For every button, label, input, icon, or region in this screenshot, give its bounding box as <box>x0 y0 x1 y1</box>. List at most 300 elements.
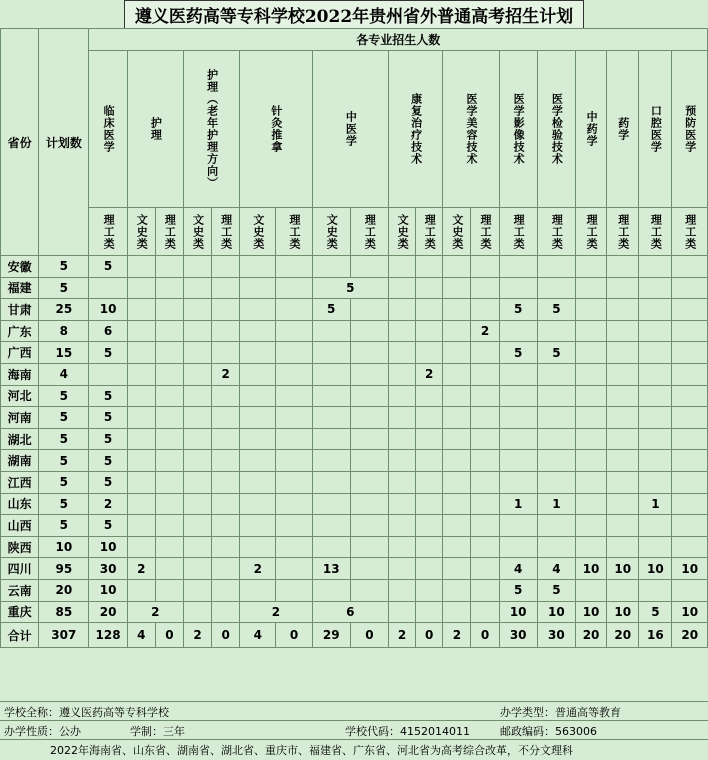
province-cell: 河南 <box>1 407 39 429</box>
value-cell <box>607 299 639 321</box>
value-cell: 1 <box>499 493 537 515</box>
value-cell <box>607 471 639 493</box>
value-cell <box>607 256 639 278</box>
value-cell: 2 <box>240 558 276 580</box>
plan-cell: 85 <box>39 601 89 623</box>
value-cell <box>312 385 350 407</box>
value-cell <box>443 363 471 385</box>
province-cell: 安徽 <box>1 256 39 278</box>
province-cell: 合计 <box>1 623 39 648</box>
value-cell: 5 <box>312 299 350 321</box>
table-row <box>1 363 708 385</box>
value-cell: 2 <box>183 623 211 648</box>
province-cell: 重庆 <box>1 601 39 623</box>
value-cell <box>443 342 471 364</box>
value-cell <box>607 320 639 342</box>
plan-cell: 5 <box>39 256 89 278</box>
value-cell <box>575 342 606 364</box>
title-bar <box>0 0 708 29</box>
plan-cell: 5 <box>39 385 89 407</box>
table-row <box>1 277 708 299</box>
header-major: 针灸推拿 <box>240 51 312 208</box>
value-cell <box>155 450 183 472</box>
value-cell: 4 <box>537 558 575 580</box>
plan-cell: 307 <box>39 623 89 648</box>
header-major: 医学影像技术 <box>499 51 537 208</box>
value-cell <box>443 579 471 601</box>
value-cell <box>607 407 639 429</box>
value-cell <box>443 320 471 342</box>
value-cell <box>240 428 276 450</box>
value-cell <box>155 363 183 385</box>
reform-note: 2022年海南省、山东省、湖南省、湖北省、重庆市、福建省、广东省、河北省为高考综合改革，不分文理科 <box>50 744 573 757</box>
value-cell <box>350 536 388 558</box>
value-cell <box>639 579 672 601</box>
value-cell <box>127 579 155 601</box>
value-cell <box>183 450 211 472</box>
value-cell <box>575 471 606 493</box>
value-cell <box>499 385 537 407</box>
value-cell <box>639 363 672 385</box>
value-cell <box>416 515 443 537</box>
header-category: 文史类 <box>389 208 416 256</box>
school-nature: 办学性质：公办 <box>4 725 81 738</box>
header-category: 理工类 <box>537 208 575 256</box>
value-cell <box>276 428 312 450</box>
table-row <box>1 493 708 515</box>
value-cell <box>240 515 276 537</box>
value-cell <box>212 601 240 623</box>
value-cell <box>183 385 211 407</box>
value-cell <box>312 579 350 601</box>
value-cell: 29 <box>312 623 350 648</box>
value-cell <box>127 363 155 385</box>
header-category: 理工类 <box>607 208 639 256</box>
footer <box>0 701 708 760</box>
value-cell <box>389 342 416 364</box>
value-cell <box>607 493 639 515</box>
value-cell <box>240 277 276 299</box>
value-cell <box>155 493 183 515</box>
value-cell <box>183 515 211 537</box>
province-cell: 山东 <box>1 493 39 515</box>
value-cell <box>607 579 639 601</box>
value-cell <box>537 536 575 558</box>
plan-cell: 10 <box>39 536 89 558</box>
value-cell <box>639 277 672 299</box>
value-cell <box>471 385 499 407</box>
value-cell <box>240 363 276 385</box>
value-cell <box>672 515 708 537</box>
province-cell: 海南 <box>1 363 39 385</box>
value-cell <box>639 450 672 472</box>
value-cell: 10 <box>672 558 708 580</box>
value-cell <box>127 342 155 364</box>
value-cell <box>276 256 312 278</box>
value-cell: 10 <box>607 558 639 580</box>
value-cell <box>575 385 606 407</box>
value-cell: 10 <box>575 558 606 580</box>
table-row <box>1 407 708 429</box>
table-row <box>1 342 708 364</box>
value-cell <box>499 428 537 450</box>
value-cell <box>240 493 276 515</box>
value-cell: 13 <box>312 558 350 580</box>
value-cell <box>389 320 416 342</box>
table-row <box>1 536 708 558</box>
value-cell: 5 <box>639 601 672 623</box>
value-cell <box>639 385 672 407</box>
value-cell <box>575 450 606 472</box>
value-cell <box>443 450 471 472</box>
value-cell <box>183 601 211 623</box>
province-cell: 河北 <box>1 385 39 407</box>
value-cell <box>389 428 416 450</box>
table-row <box>1 601 708 623</box>
plan-cell: 5 <box>39 407 89 429</box>
merged-cell: 5 <box>312 277 388 299</box>
value-cell <box>155 385 183 407</box>
value-cell <box>183 407 211 429</box>
value-cell <box>537 256 575 278</box>
value-cell <box>537 428 575 450</box>
value-cell <box>416 558 443 580</box>
value-cell <box>127 407 155 429</box>
value-cell: 5 <box>537 342 575 364</box>
value-cell <box>276 471 312 493</box>
value-cell <box>639 515 672 537</box>
value-cell: 2 <box>127 558 155 580</box>
value-cell <box>607 342 639 364</box>
plan-cell: 5 <box>39 471 89 493</box>
value-cell <box>443 471 471 493</box>
value-cell <box>276 342 312 364</box>
table-row <box>1 428 708 450</box>
header-category: 理工类 <box>416 208 443 256</box>
value-cell: 5 <box>89 385 127 407</box>
value-cell <box>607 536 639 558</box>
value-cell <box>443 493 471 515</box>
header-category: 文史类 <box>127 208 155 256</box>
value-cell <box>240 385 276 407</box>
header-major: 药学 <box>607 51 639 208</box>
value-cell <box>127 385 155 407</box>
province-cell: 云南 <box>1 579 39 601</box>
value-cell: 1 <box>537 493 575 515</box>
value-cell <box>350 493 388 515</box>
value-cell <box>416 320 443 342</box>
value-cell: 0 <box>155 623 183 648</box>
header-category: 理工类 <box>155 208 183 256</box>
header-major: 预防医学 <box>672 51 708 208</box>
value-cell <box>607 277 639 299</box>
value-cell <box>416 450 443 472</box>
value-cell <box>350 471 388 493</box>
value-cell <box>499 536 537 558</box>
value-cell <box>443 385 471 407</box>
header-category: 理工类 <box>350 208 388 256</box>
value-cell <box>127 299 155 321</box>
value-cell <box>89 277 127 299</box>
value-cell: 5 <box>537 579 575 601</box>
value-cell <box>443 536 471 558</box>
value-cell <box>212 558 240 580</box>
table-row <box>1 471 708 493</box>
value-cell <box>443 277 471 299</box>
value-cell <box>312 428 350 450</box>
value-cell <box>389 385 416 407</box>
value-cell <box>212 299 240 321</box>
header-major: 中医学 <box>312 51 388 208</box>
value-cell <box>499 450 537 472</box>
value-cell <box>155 536 183 558</box>
table-row <box>1 515 708 537</box>
school-code: 学校代码：4152014011 <box>345 725 470 738</box>
value-cell <box>212 428 240 450</box>
value-cell <box>276 536 312 558</box>
value-cell <box>607 385 639 407</box>
value-cell <box>155 342 183 364</box>
value-cell <box>575 536 606 558</box>
value-cell <box>312 536 350 558</box>
value-cell <box>471 558 499 580</box>
value-cell <box>443 407 471 429</box>
value-cell <box>276 385 312 407</box>
value-cell <box>607 450 639 472</box>
value-cell <box>276 450 312 472</box>
value-cell <box>672 363 708 385</box>
value-cell <box>155 515 183 537</box>
value-cell <box>127 493 155 515</box>
value-cell: 0 <box>471 623 499 648</box>
value-cell <box>312 363 350 385</box>
value-cell <box>312 471 350 493</box>
value-cell: 10 <box>499 601 537 623</box>
table-row <box>1 558 708 580</box>
header-category: 文史类 <box>443 208 471 256</box>
value-cell: 1 <box>639 493 672 515</box>
value-cell <box>127 428 155 450</box>
table-row <box>1 320 708 342</box>
value-cell <box>276 363 312 385</box>
page-title: 遵义医药高等专科学校2022年贵州省外普通高考招生计划 <box>124 0 584 29</box>
value-cell <box>276 558 312 580</box>
value-cell <box>183 428 211 450</box>
value-cell: 5 <box>89 256 127 278</box>
value-cell: 5 <box>89 450 127 472</box>
value-cell <box>389 601 416 623</box>
value-cell <box>183 558 211 580</box>
value-cell: 128 <box>89 623 127 648</box>
province-cell: 湖南 <box>1 450 39 472</box>
value-cell <box>212 536 240 558</box>
value-cell <box>471 536 499 558</box>
value-cell <box>350 342 388 364</box>
plan-cell: 5 <box>39 428 89 450</box>
header-category: 理工类 <box>575 208 606 256</box>
value-cell <box>575 299 606 321</box>
value-cell <box>89 363 127 385</box>
value-cell <box>183 536 211 558</box>
header-category: 理工类 <box>639 208 672 256</box>
value-cell <box>183 471 211 493</box>
value-cell <box>672 256 708 278</box>
value-cell: 30 <box>89 558 127 580</box>
value-cell <box>672 407 708 429</box>
province-cell: 福建 <box>1 277 39 299</box>
header-plan: 计划数 <box>39 29 89 256</box>
value-cell <box>240 320 276 342</box>
value-cell <box>416 277 443 299</box>
province-cell: 甘肃 <box>1 299 39 321</box>
value-cell <box>575 256 606 278</box>
value-cell <box>389 363 416 385</box>
province-cell: 四川 <box>1 558 39 580</box>
value-cell <box>312 407 350 429</box>
plan-cell: 95 <box>39 558 89 580</box>
value-cell <box>575 579 606 601</box>
value-cell <box>672 320 708 342</box>
value-cell <box>471 363 499 385</box>
value-cell <box>672 471 708 493</box>
value-cell <box>575 277 606 299</box>
plan-cell: 4 <box>39 363 89 385</box>
value-cell <box>537 320 575 342</box>
province-cell: 广西 <box>1 342 39 364</box>
value-cell <box>471 493 499 515</box>
header-province: 省份 <box>1 29 39 256</box>
value-cell <box>389 407 416 429</box>
value-cell <box>312 320 350 342</box>
value-cell <box>443 558 471 580</box>
table-row <box>1 450 708 472</box>
value-cell <box>672 450 708 472</box>
value-cell <box>312 493 350 515</box>
value-cell <box>471 579 499 601</box>
value-cell <box>212 493 240 515</box>
value-cell <box>240 471 276 493</box>
value-cell <box>350 320 388 342</box>
header-major: 医学检验技术 <box>537 51 575 208</box>
value-cell: 10 <box>89 536 127 558</box>
value-cell <box>389 256 416 278</box>
value-cell <box>672 536 708 558</box>
value-cell <box>212 320 240 342</box>
value-cell <box>240 536 276 558</box>
value-cell <box>350 363 388 385</box>
value-cell: 4 <box>499 558 537 580</box>
value-cell: 2 <box>416 363 443 385</box>
value-cell <box>575 515 606 537</box>
value-cell <box>155 428 183 450</box>
value-cell <box>183 277 211 299</box>
value-cell <box>471 256 499 278</box>
value-cell <box>155 256 183 278</box>
enrollment-table <box>0 28 708 648</box>
value-cell <box>183 342 211 364</box>
header-category: 理工类 <box>212 208 240 256</box>
value-cell <box>575 320 606 342</box>
value-cell <box>537 363 575 385</box>
value-cell <box>350 428 388 450</box>
value-cell <box>276 493 312 515</box>
value-cell <box>471 277 499 299</box>
value-cell <box>471 515 499 537</box>
value-cell <box>350 515 388 537</box>
value-cell <box>350 299 388 321</box>
value-cell: 5 <box>89 428 127 450</box>
value-cell <box>575 428 606 450</box>
province-cell: 广东 <box>1 320 39 342</box>
value-cell <box>389 493 416 515</box>
value-cell <box>155 558 183 580</box>
value-cell <box>575 363 606 385</box>
table-row <box>1 299 708 321</box>
value-cell: 6 <box>89 320 127 342</box>
value-cell: 10 <box>89 579 127 601</box>
value-cell <box>312 256 350 278</box>
value-cell: 5 <box>89 342 127 364</box>
value-cell <box>212 385 240 407</box>
value-cell <box>155 407 183 429</box>
header-category: 理工类 <box>471 208 499 256</box>
value-cell <box>312 515 350 537</box>
value-cell <box>155 277 183 299</box>
value-cell <box>276 579 312 601</box>
value-cell <box>212 515 240 537</box>
header-category: 文史类 <box>312 208 350 256</box>
value-cell <box>350 558 388 580</box>
value-cell <box>212 407 240 429</box>
postal-code: 邮政编码：563006 <box>500 725 597 738</box>
value-cell: 10 <box>537 601 575 623</box>
plan-cell: 5 <box>39 277 89 299</box>
value-cell: 10 <box>89 299 127 321</box>
value-cell <box>350 450 388 472</box>
value-cell <box>389 450 416 472</box>
school-type: 办学类型：普通高等教育 <box>500 706 621 719</box>
value-cell <box>537 450 575 472</box>
value-cell: 10 <box>607 601 639 623</box>
value-cell <box>276 515 312 537</box>
header-category: 文史类 <box>183 208 211 256</box>
value-cell <box>607 515 639 537</box>
value-cell <box>212 450 240 472</box>
value-cell: 0 <box>212 623 240 648</box>
header-category: 理工类 <box>499 208 537 256</box>
merged-cell: 2 <box>127 601 183 623</box>
value-cell <box>416 256 443 278</box>
value-cell <box>575 493 606 515</box>
province-cell: 陕西 <box>1 536 39 558</box>
value-cell <box>312 342 350 364</box>
value-cell <box>672 342 708 364</box>
value-cell: 5 <box>499 299 537 321</box>
value-cell <box>639 471 672 493</box>
value-cell <box>155 320 183 342</box>
value-cell <box>350 407 388 429</box>
value-cell <box>350 385 388 407</box>
header-major-group: 各专业招生人数 <box>89 29 708 51</box>
value-cell: 2 <box>389 623 416 648</box>
value-cell <box>499 363 537 385</box>
value-cell <box>127 471 155 493</box>
value-cell <box>499 320 537 342</box>
value-cell <box>389 277 416 299</box>
plan-cell: 25 <box>39 299 89 321</box>
value-cell: 5 <box>89 407 127 429</box>
plan-cell: 15 <box>39 342 89 364</box>
